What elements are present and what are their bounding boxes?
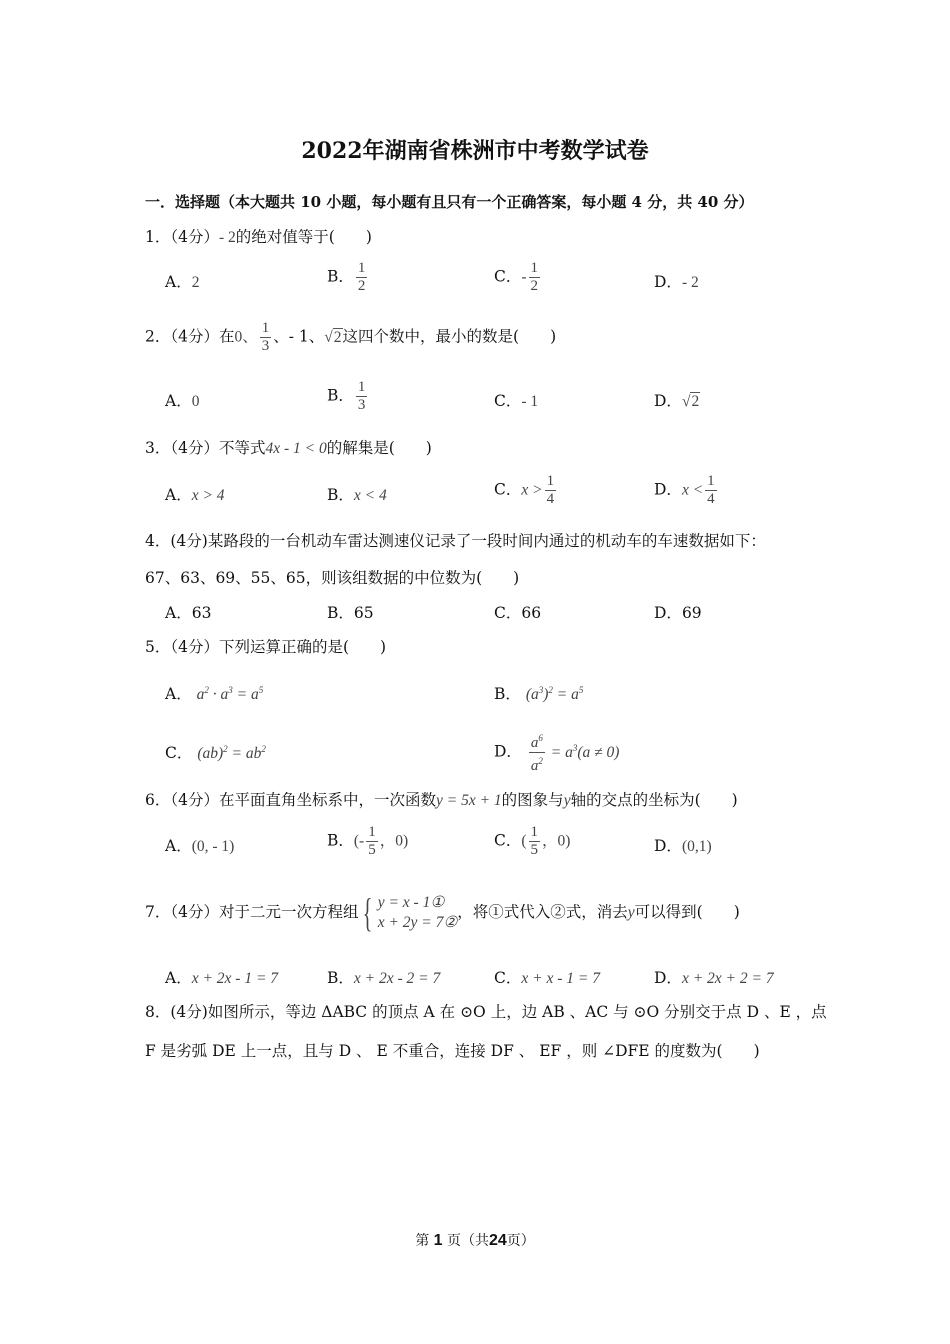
q6-option-d: D．(0,1) <box>654 837 712 855</box>
q4-option-d: D．69 <box>654 604 702 622</box>
q5-option-d: D． $\frac{a^6}{a^2}$ = $a^3(a \ne 0)$ <box>494 730 619 775</box>
page-number: 1 <box>433 1232 443 1249</box>
q5-option-c: C． $(ab)^2 = ab^2$ <box>165 743 266 762</box>
q1-option-d: D．- 2 <box>654 273 699 291</box>
q7-option-d: D．x + 2x + 2 = 7 <box>654 969 774 987</box>
q2-option-c: C．- 1 <box>494 392 539 410</box>
q4-option-a: A．63 <box>165 604 212 622</box>
q3-option-d: D．x < $\frac{1}{4}$ <box>654 473 715 507</box>
q2-option-d: D．√2 <box>654 392 700 410</box>
q3-option-a: A．x > 4 <box>165 486 225 504</box>
q2-option-a: A．0 <box>165 392 200 410</box>
q7-option-a: A．x + 2x - 1 = 7 <box>165 969 279 987</box>
question-1 <box>145 225 372 247</box>
total-pages: 24 <box>489 1232 507 1249</box>
question-8-line-1: 8．(4分)如图所示，等边 ΔABC 的顶点 A 在 ⊙O 上，边 AB 、AC 与 ⊙O 分别交于点 D 、E ，点 <box>145 1003 827 1021</box>
question-4-line-1: 4．(4分)某路段的一台机动车雷达测速仪记录了一段时间内通过的机动车的车速数据如下： <box>145 532 766 550</box>
q1-option-b: B． $\frac{1}{2}$ <box>327 260 366 294</box>
section-heading: 一．选择题（本大题共 10 小题，每小题有且只有一个正确答案，每小题 4 分，共 40 分） <box>145 193 754 211</box>
q1-text: 的绝对值等于( ) <box>235 228 372 246</box>
question-3: 3．（4分）不等式4x - 1 < 0的解集是( ) <box>145 439 432 457</box>
q7-option-b: B．x + 2x - 2 = 7 <box>327 969 441 987</box>
q3-option-b: B．x < 4 <box>327 486 387 504</box>
q2-option-b: B． $\frac{1}{3}$ <box>327 379 366 413</box>
q1-option-c: C．- $\frac{1}{2}$ <box>494 260 539 294</box>
q6-option-b: B．(- $\frac{1}{5}$ ，0) <box>327 824 409 858</box>
q6-option-a: A．(0, - 1) <box>165 837 235 855</box>
q5-option-b: B． $(a^3)^2 = a^5$ <box>494 684 584 703</box>
q3-option-c: C．x > $\frac{1}{4}$ <box>494 473 555 507</box>
q5-option-a: A． $a^2 \cdot a^3 = a^5$ <box>165 684 264 703</box>
page-title: 2022年湖南省株洲市中考数学试卷 <box>301 138 649 164</box>
question-6: 6．（4分）在平面直角坐标系中，一次函数y = 5x + 1的图象与y轴的交点的坐标为( ) <box>145 791 738 809</box>
q7-option-c: C．x + x - 1 = 7 <box>494 969 600 987</box>
q1-number: 1．（4分） <box>145 228 219 246</box>
equation-system: { y = x - 1① x + 2y = 7② <box>363 890 458 935</box>
q1-option-a: A．2 <box>165 273 200 291</box>
question-4-line-2: 67、63、69、55、65，则该组数据的中位数为( ) <box>145 569 520 587</box>
q4-option-b: B．65 <box>327 604 374 622</box>
question-2: 2．（4分）在0、 $\frac{1}{3}$ 、- 1、√2这四个数中，最小的数是( ) <box>145 320 557 354</box>
q1-expr: - 2 <box>218 229 236 246</box>
question-8-line-2: F 是劣弧 DE 上一点，且与 D 、 E 不重合，连接 DF 、 EF ，则 ∠DFE 的度数为( ) <box>145 1042 760 1060</box>
question-7: 7．（4分）对于二元一次方程组 { y = x - 1① x + 2y = 7② ，将①式代入②式，消去y可以得到( ) <box>145 890 740 935</box>
q6-option-c: C．( $\frac{1}{5}$ ，0) <box>494 824 571 858</box>
question-5: 5．（4分）下列运算正确的是( ) <box>145 638 387 656</box>
q4-option-c: C．66 <box>494 604 542 622</box>
page-footer: 第 1 页（共24页） <box>415 1232 535 1249</box>
